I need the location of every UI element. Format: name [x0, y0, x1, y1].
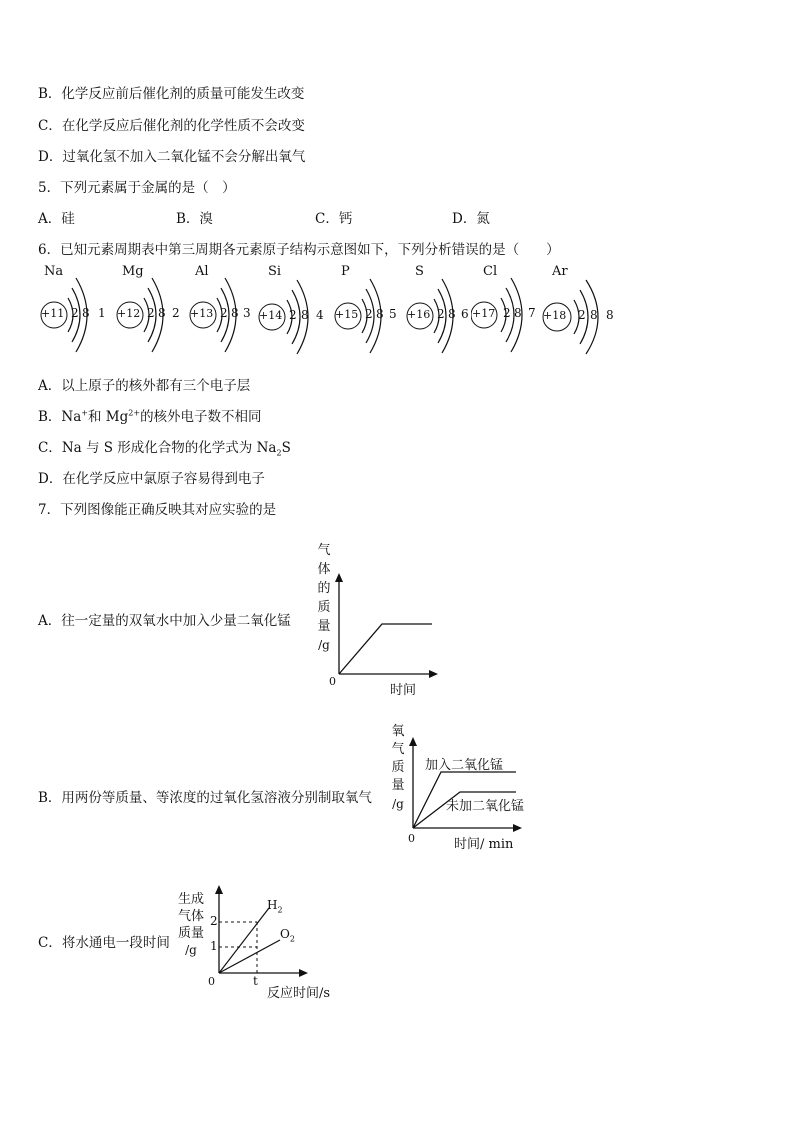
y-label-text: 气体 — [177, 909, 204, 924]
o2-label-sub: 2 — [289, 934, 295, 944]
series-label-with-mno2: 加入二氧化锰 — [425, 758, 504, 773]
q5-option-c: C．钙 — [315, 211, 353, 227]
q5-option-b: B．溴 — [176, 211, 213, 227]
y-label-char: /g — [392, 797, 404, 811]
atom-nucleus-charge: +18 — [543, 309, 567, 322]
y-label-char: 气 — [317, 543, 331, 558]
charge-superscript: 2+ — [128, 408, 141, 418]
q6-option-a: A．以上原子的核外都有三个电子层 — [38, 378, 251, 394]
q5-option-d: D．氮 — [452, 211, 490, 227]
atom-symbol: Cl — [483, 264, 498, 279]
q7-stem: 7．下列图像能正确反映其对应实验的是 — [38, 502, 277, 518]
atom-nucleus-charge: +17 — [472, 307, 496, 320]
tick-label-1: 1 — [210, 939, 218, 953]
atom-diagram — [328, 262, 400, 362]
atom-diagram — [34, 262, 106, 362]
atom-symbol: Na — [44, 264, 64, 279]
graph-a-axes — [312, 538, 462, 698]
shell-3-count: 3 — [243, 306, 251, 320]
q6-option-c-part: C．Na 与 S 形成化合物的化学式为 Na — [38, 440, 277, 456]
q7-option-c: C．将水通电一段时间 — [38, 935, 170, 951]
y-label-char: 量 — [391, 778, 405, 793]
y-label-char: 体 — [317, 562, 331, 577]
q7-option-a: A．往一定量的双氧水中加入少量二氧化锰 — [38, 613, 291, 629]
shell-3-count: 5 — [389, 307, 397, 321]
q4-option-b: B．化学反应前后催化剂的质量可能发生改变 — [38, 86, 305, 102]
shell-1-count: 2 — [289, 308, 297, 322]
shell-1-count: 2 — [365, 307, 373, 321]
q6-option-b-part: B．Na — [38, 409, 82, 425]
formula-subscript: 2 — [276, 448, 282, 458]
shell-2-count: 8 — [514, 306, 522, 320]
shell-3-count: 6 — [461, 307, 469, 321]
y-label-text: /g — [185, 943, 197, 957]
shell-2-count: 8 — [448, 307, 456, 321]
atom-nucleus-charge: +11 — [41, 307, 65, 320]
y-label-char: 的 — [317, 581, 331, 596]
tick-label-2: 2 — [210, 914, 218, 928]
atom-symbol: Mg — [122, 264, 144, 279]
y-label-char: 质 — [391, 760, 405, 775]
shell-2-count: 8 — [301, 308, 309, 322]
graph-a — [312, 538, 462, 698]
atom-diagram — [471, 262, 543, 362]
shell-3-count: 2 — [172, 306, 180, 320]
atom-diagram — [540, 262, 620, 362]
q5-option-a: A．硅 — [38, 211, 75, 227]
y-label-text: 质量 — [177, 926, 204, 941]
graph-a-x-label: 时间 — [390, 683, 417, 698]
o2-line-label — [280, 927, 295, 943]
atom-nucleus-charge: +14 — [259, 309, 283, 322]
shell-1-count: 2 — [71, 306, 79, 320]
shell-3-count: 4 — [316, 308, 324, 322]
shell-1-count: 2 — [503, 306, 511, 320]
q5-stem: 5．下列元素属于金属的是（ ） — [38, 180, 236, 196]
shell-2-count: 8 — [376, 307, 384, 321]
q6-option-c — [38, 436, 291, 458]
y-label-char: 氧 — [391, 724, 405, 739]
atom-diagram — [110, 262, 182, 362]
atom-symbol: Al — [195, 264, 209, 279]
shell-1-count: 2 — [147, 306, 155, 320]
y-label-text: 生成 — [177, 892, 204, 907]
q6-option-d: D．在化学反应中氯原子容易得到电子 — [38, 471, 265, 487]
charge-superscript: + — [81, 408, 88, 418]
q6-option-c-part: S — [281, 440, 291, 456]
y-label-char: 质 — [317, 600, 331, 615]
h2-label-sub: 2 — [277, 905, 283, 915]
atom-nucleus-charge: +13 — [190, 307, 214, 320]
q6-option-b-part: 和 Mg — [88, 409, 129, 425]
atom-nucleus-charge: +16 — [407, 308, 431, 321]
q6-option-b-part: 的核外电子数不相同 — [140, 409, 262, 425]
shell-2-count: 8 — [82, 306, 90, 320]
shell-1-count: 2 — [578, 308, 586, 322]
atom-nucleus-charge: +15 — [335, 308, 359, 321]
shell-2-count: 8 — [590, 308, 598, 322]
tick-label-t: t — [253, 974, 258, 988]
q6-stem: 6．已知元素周期表中第三周期各元素原子结构示意图如下，下列分析错误的是（ ） — [38, 242, 560, 258]
shell-2-count: 8 — [231, 306, 239, 320]
series-label-without-mno2: 未加二氧化锰 — [446, 799, 525, 814]
atomic-structure-diagrams — [34, 262, 624, 362]
atom-diagram — [400, 262, 472, 362]
atom-symbol: S — [415, 264, 424, 279]
y-label-char: 量 — [317, 619, 331, 634]
atom-diagram — [255, 262, 327, 362]
graph-b-x-label: 时间/ min — [454, 837, 514, 852]
shell-3-count: 7 — [528, 306, 536, 320]
shell-3-count: 8 — [606, 308, 614, 322]
graph-b-origin: 0 — [408, 832, 415, 845]
y-label-char: /g — [318, 638, 330, 652]
atom-symbol: Si — [268, 264, 282, 279]
o2-label-main: O — [280, 927, 290, 941]
q7-option-b: B．用两份等质量、等浓度的过氧化氢溶液分别制取氧气 — [38, 790, 372, 806]
atom-symbol: P — [341, 264, 350, 279]
shell-1-count: 2 — [220, 306, 228, 320]
h2-line-label — [267, 898, 283, 914]
graph-a-origin: 0 — [329, 675, 336, 688]
atom-nucleus-charge: +12 — [117, 307, 141, 320]
q4-option-d: D．过氧化氢不加入二氧化锰不会分解出氧气 — [38, 149, 306, 165]
h2-label-main: H — [267, 898, 278, 912]
q6-option-b — [38, 405, 262, 425]
q4-option-c: C．在化学反应后催化剂的化学性质不会改变 — [38, 118, 305, 134]
atom-symbol: Ar — [552, 264, 568, 279]
graph-c — [172, 876, 342, 1000]
graph-b — [386, 722, 556, 857]
atom-diagram — [183, 262, 255, 362]
shell-1-count: 2 — [437, 307, 445, 321]
graph-c-origin: 0 — [208, 975, 215, 988]
y-label-char: 气 — [391, 742, 405, 757]
shell-2-count: 8 — [158, 306, 166, 320]
graph-c-x-label: 反应时间/s — [267, 986, 331, 1001]
shell-3-count: 1 — [98, 306, 106, 320]
